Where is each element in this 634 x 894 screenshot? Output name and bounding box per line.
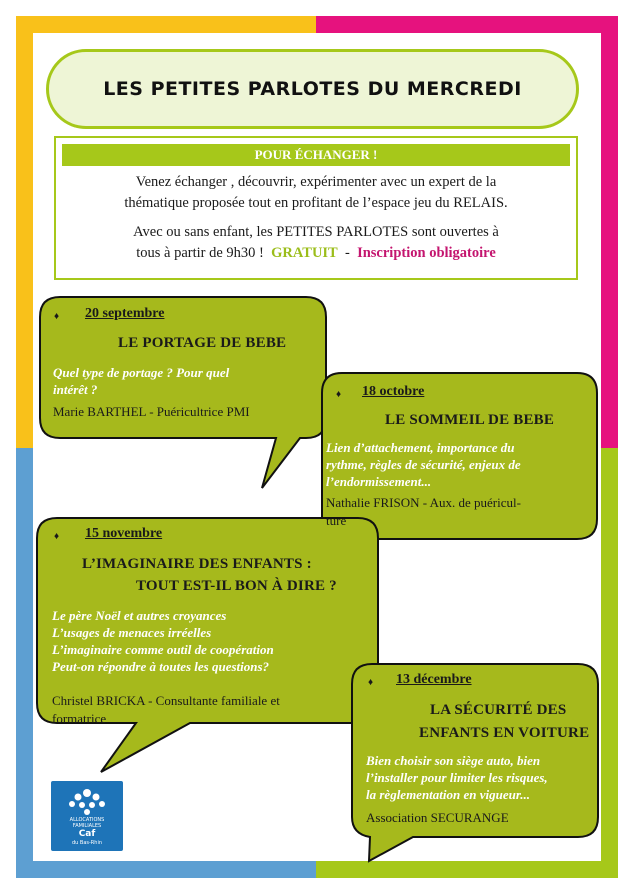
session-3-title-line2: TOUT EST-IL BON À DIRE ? bbox=[136, 578, 337, 594]
session-3-speaker-line: Christel BRICKA - Consultante familiale et bbox=[52, 693, 280, 708]
session-4-title-line1: LA SÉCURITÉ DES bbox=[430, 702, 567, 718]
session-3-desc-line: Peut-on répondre à toutes les questions? bbox=[52, 659, 270, 674]
logo-brand: Caf bbox=[78, 829, 96, 839]
session-4-desc-line: la règlementation en vigueur... bbox=[366, 787, 530, 802]
session-1-date: 20 septembre bbox=[85, 306, 165, 321]
logo-region: du Bas-Rhin bbox=[71, 840, 103, 846]
session-3-desc-line: L’imaginaire comme outil de coopération bbox=[52, 642, 274, 657]
session-3-speaker-line: formatrice bbox=[52, 711, 107, 726]
session-4-speaker bbox=[366, 809, 509, 827]
session-2-speaker bbox=[326, 494, 521, 530]
session-2-description bbox=[326, 439, 521, 490]
session-2-desc-line: rythme, règles de sécurité, enjeux de bbox=[326, 457, 521, 472]
logo-line1: ALLOCATIONS bbox=[69, 817, 105, 823]
session-2-title: LE SOMMEIL DE BEBE bbox=[385, 412, 555, 428]
page-title: LES PETITES PARLOTES DU MERCREDI bbox=[103, 78, 522, 100]
session-4-desc-line: Bien choisir son siège auto, bien bbox=[366, 753, 541, 768]
session-4-title-line2: ENFANTS EN VOITURE bbox=[419, 725, 590, 741]
bullet-icon: ♦ bbox=[54, 311, 60, 322]
session-3-desc-line: L’usages de menaces irréelles bbox=[52, 625, 212, 640]
logo-text bbox=[51, 817, 123, 829]
session-1-description bbox=[53, 364, 229, 398]
session-1-speaker bbox=[53, 403, 250, 421]
intro-p1-line1: Venez échanger , découvrir, expérimenter avec un expert de la bbox=[135, 174, 497, 190]
inscription-label: Inscription obligatoire bbox=[357, 245, 496, 261]
session-3-speaker bbox=[52, 692, 280, 728]
session-2-desc-line: Lien d’attachement, importance du bbox=[326, 440, 515, 455]
session-3-desc-line: Le père Noël et autres croyances bbox=[52, 608, 227, 623]
session-2-speaker-line: Nathalie FRISON - Aux. de puéricul- bbox=[326, 495, 521, 510]
session-1-desc-line: Quel type de portage ? Pour quel bbox=[53, 365, 230, 380]
caf-emblem-icon bbox=[51, 781, 123, 817]
intro-time-text: tous à partir de 9h30 ! bbox=[136, 245, 264, 261]
intro-header: POUR ÉCHANGER ! bbox=[62, 144, 570, 166]
session-4-date: 13 décembre bbox=[396, 672, 472, 687]
session-4-description bbox=[366, 752, 548, 803]
session-1-desc-line: intérêt ? bbox=[53, 382, 98, 397]
bullet-icon: ♦ bbox=[54, 531, 60, 542]
logo-line2: FAMILIALES bbox=[72, 823, 102, 829]
intro-p1-line2: thématique proposée tout en profitant de l’espace jeu du RELAIS. bbox=[124, 195, 508, 211]
session-3-description bbox=[52, 607, 274, 675]
session-4-desc-line: l’installer pour limiter les risques, bbox=[366, 770, 548, 785]
intro-p2-line1: Avec ou sans enfant, les PETITES PARLOTES sont ouvertes à bbox=[133, 224, 499, 240]
session-4-speaker-line: Association SECURANGE bbox=[366, 810, 509, 825]
gratuit-label: GRATUIT bbox=[271, 245, 338, 261]
session-2-desc-line: l’endormissement... bbox=[326, 474, 432, 489]
intro-separator: - bbox=[344, 245, 350, 261]
bullet-icon: ♦ bbox=[368, 677, 374, 688]
session-2-date: 18 octobre bbox=[362, 384, 425, 399]
session-1-speaker-line: Marie BARTHEL - Puéricultrice PMI bbox=[53, 404, 250, 419]
bullet-icon: ♦ bbox=[336, 389, 342, 400]
session-2-speaker-line: ture bbox=[326, 513, 347, 528]
caf-logo bbox=[51, 781, 123, 851]
session-1-title: LE PORTAGE DE BEBE bbox=[118, 335, 287, 351]
session-3-date: 15 novembre bbox=[85, 526, 163, 541]
session-3-title-line1: L’IMAGINAIRE DES ENFANTS : bbox=[82, 556, 312, 572]
